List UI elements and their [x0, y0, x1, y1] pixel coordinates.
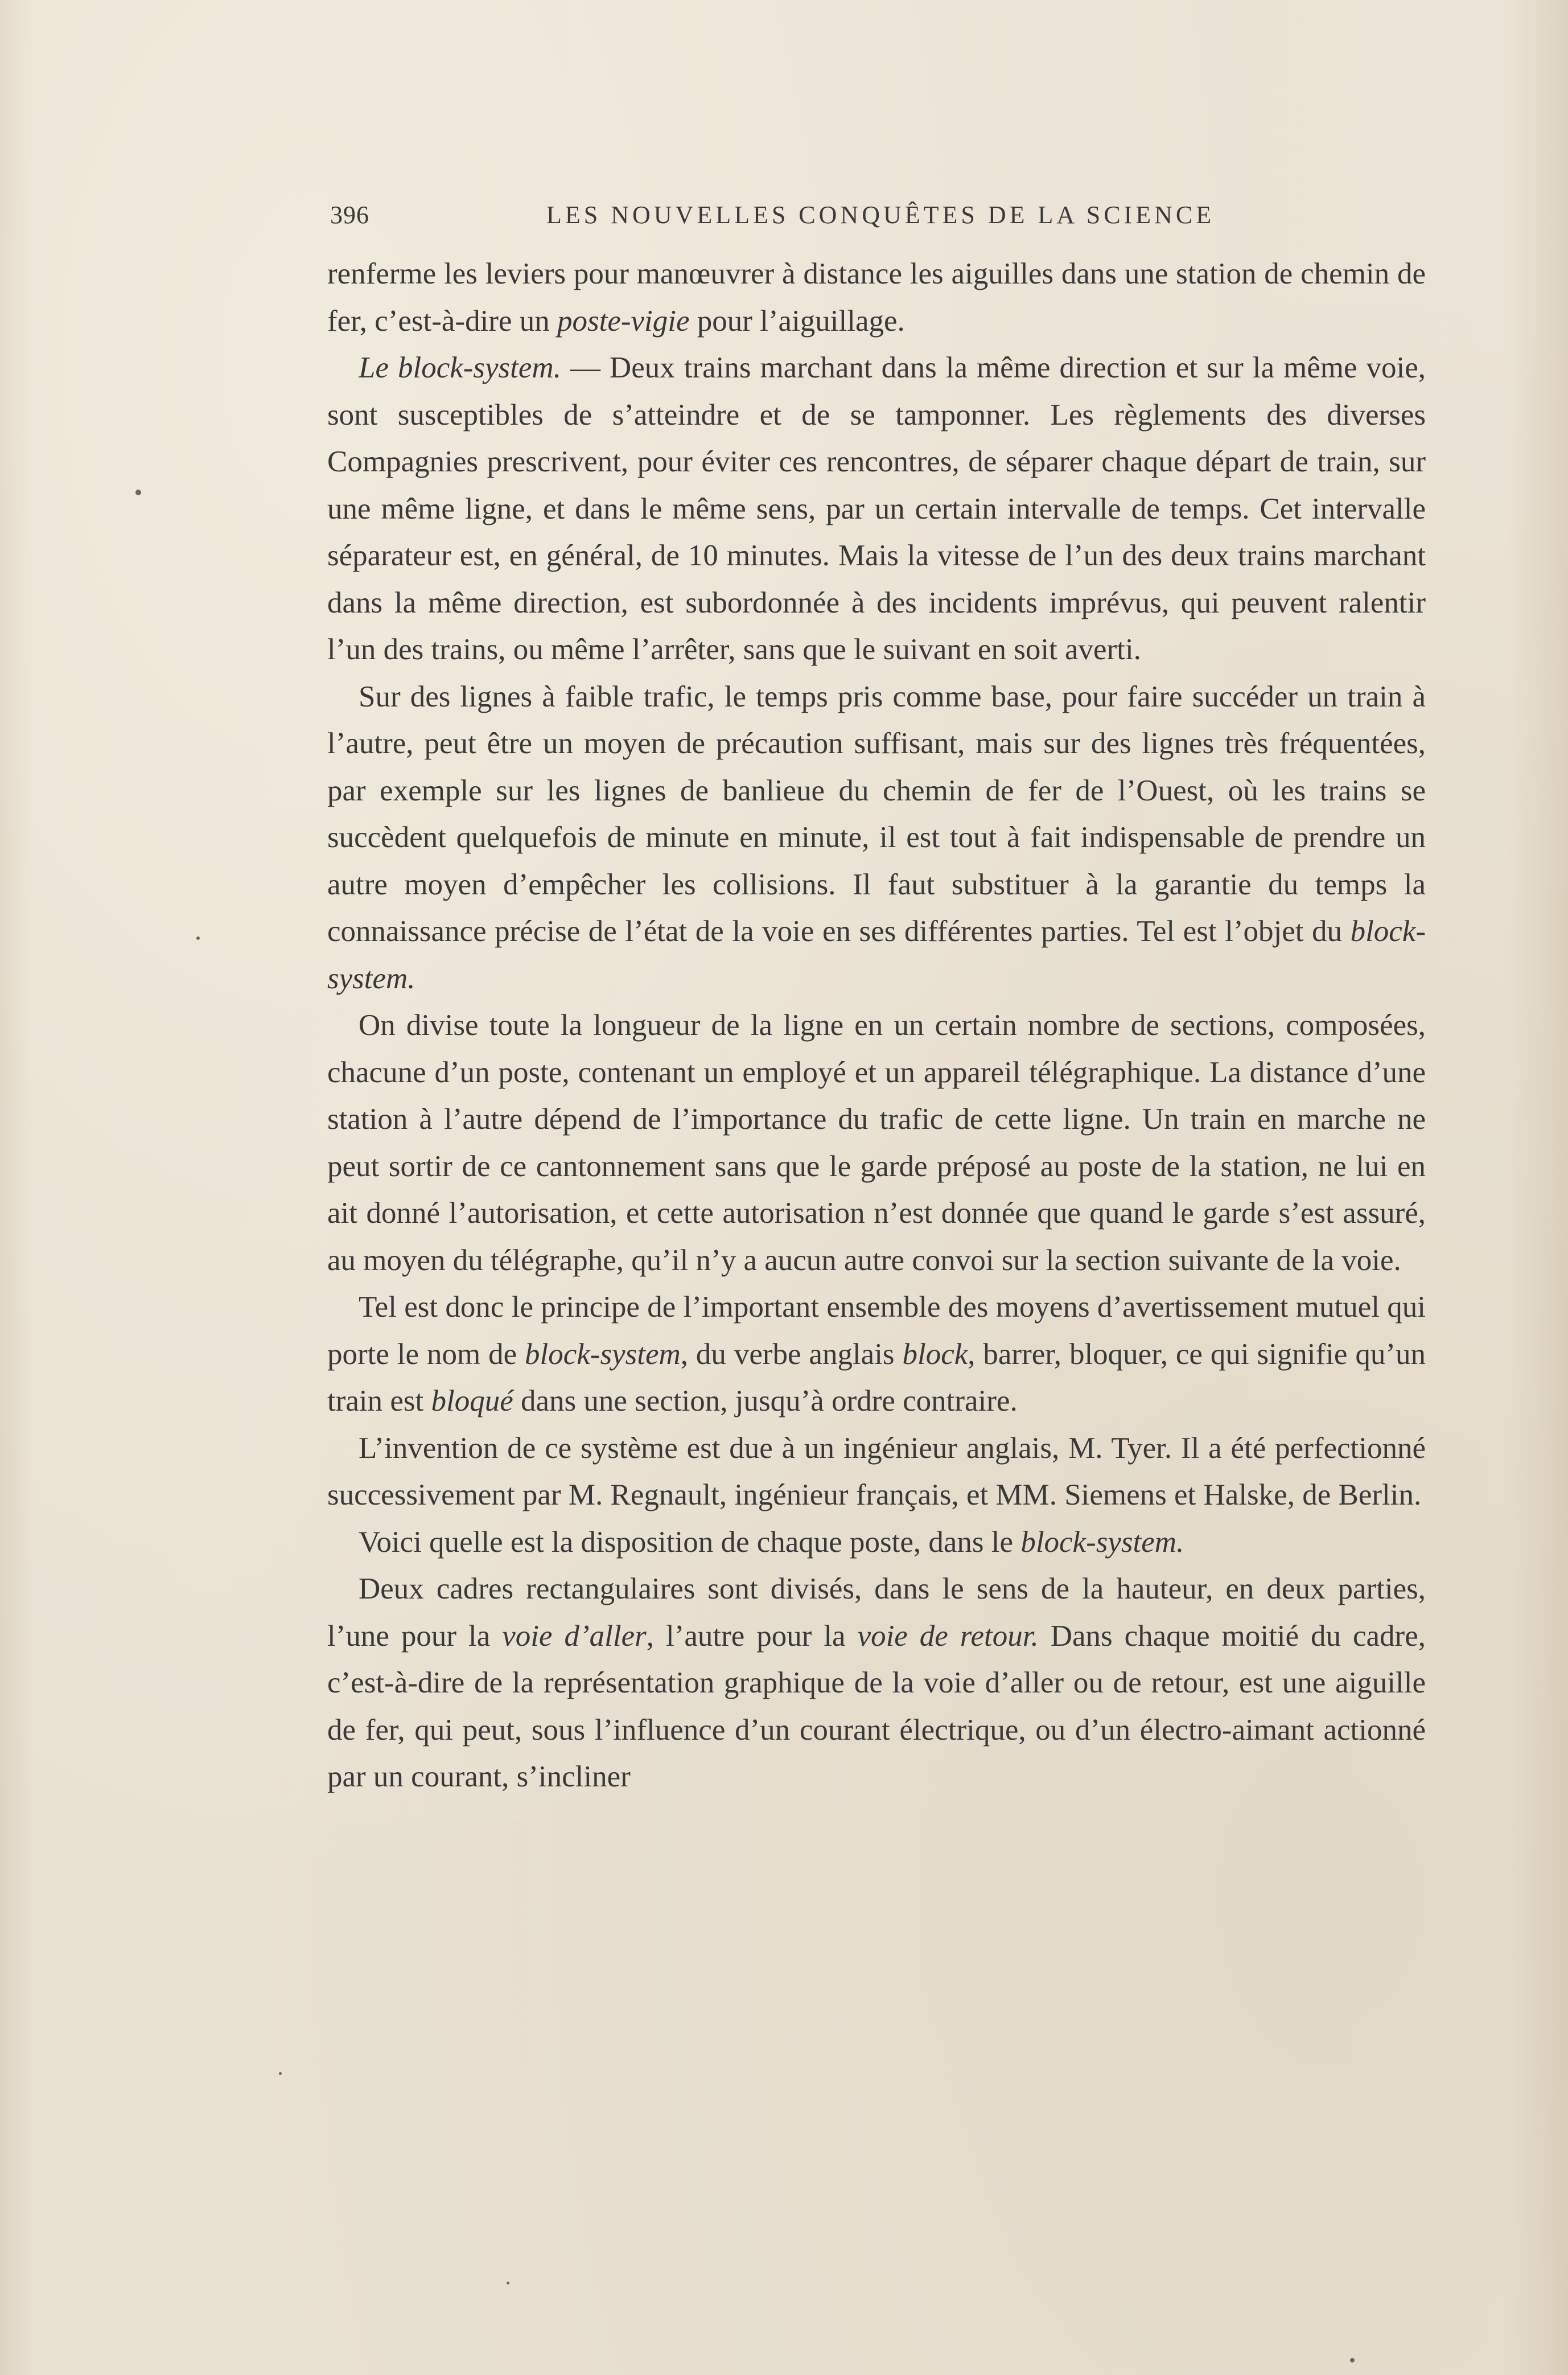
- paragraph-5: [327, 1284, 1426, 1425]
- text-span: , du verbe anglais: [680, 1337, 903, 1371]
- paragraph-7: [327, 1519, 1426, 1566]
- text-span: , barrer, bloquer, ce qui signifie qu’un train est: [327, 1337, 1426, 1417]
- text-span: Sur des lignes à faible trafic, le temps pris comme base, pour faire succéder un train à l’autre, peut être un moyen de précaution suffisant, mais sur des lignes très fréquentées, par exemple sur les lignes de banlieue du chemin de fer de l’Ouest, où les trains se succèdent quelquefois de minute en minute, il est tout à fait indispensable de prendre un autre moyen d’empêcher les collisions. Il faut substituer à la garantie du temps la connaissance précise de l’état de la voie en ses différentes parties. Tel est l’objet du: [327, 680, 1426, 948]
- text-span: pour l’aiguillage.: [689, 304, 905, 338]
- paragraph-4: [327, 1002, 1426, 1284]
- body-text: [327, 250, 1426, 1801]
- text-span: Tel est donc le principe de l’important ensemble des moyens d’avertissement mutuel qui porte le nom de: [327, 1291, 1426, 1371]
- text-span: Voici quelle est la disposition de chaque poste, dans le: [359, 1525, 1021, 1559]
- italic-term: block-system: [525, 1337, 681, 1371]
- paragraph-1: [327, 250, 1426, 344]
- paragraph-8: [327, 1565, 1426, 1801]
- italic-term: voie de retour.: [857, 1619, 1039, 1653]
- running-head: [330, 200, 1423, 235]
- paper-speck: [196, 936, 200, 940]
- running-title: LES NOUVELLES CONQUÊTES DE LA SCIENCE: [546, 201, 1215, 229]
- text-span: Deux cadres rectangulaires sont divisés, dans le sens de la hauteur, en deux parties, l’une pour la: [327, 1572, 1426, 1653]
- paper-speck: [279, 2072, 282, 2075]
- paper-speck: [1350, 2358, 1355, 2362]
- page-number: 396: [330, 201, 369, 229]
- text-span: L’invention de ce système est due à un ingénieur anglais, M. Tyer. Il a été perfectionné successivement par M. Regnault, ingénieur français, et MM. Siemens et Halske, de Berlin.: [327, 1431, 1426, 1511]
- italic-term: poste-vigie: [557, 304, 690, 338]
- paper-speck: [507, 2282, 509, 2284]
- italic-term: bloqué: [431, 1384, 513, 1417]
- text-span: , l’autre pour la: [646, 1619, 858, 1653]
- paragraph-3: [327, 673, 1426, 1002]
- section-heading: Le block-system.: [359, 351, 561, 384]
- italic-term: block-system.: [327, 915, 1426, 995]
- text-span: renferme les leviers pour manœuvrer à distance les aiguilles dans une station de chemin de fer, c’est-à-dire un: [327, 257, 1426, 338]
- paragraph-6: [327, 1425, 1426, 1519]
- italic-term: block: [902, 1337, 968, 1371]
- text-span: Dans chaque moitié du cadre, c’est-à-dire de la représentation graphique de la voie d’aller ou de retour, est une aiguille de fer, qui peut, sous l’influence d’un courant électrique, ou d’un électro-aimant actionné par un courant, s’incliner: [327, 1619, 1426, 1793]
- paragraph-2: [327, 344, 1426, 673]
- italic-term: voie d’aller: [502, 1619, 647, 1653]
- italic-term: block-system.: [1020, 1525, 1184, 1559]
- text-span: dans une section, jusqu’à ordre contraire.: [513, 1384, 1018, 1417]
- text-span: — Deux trains marchant dans la même direction et sur la même voie, sont susceptibles de s’atteindre et de se tamponner. Les règlements des diverses Compagnies prescrivent, pour éviter ces rencontres, de séparer chaque départ de train, sur une même ligne, et dans le même sens, par un certain intervalle de temps. Cet intervalle séparateur est, en général, de 10 minutes. Mais la vitesse de l’un des deux trains marchant dans la même direction, est subordonnée à des incidents imprévus, qui peuvent ralentir l’un des trains, ou même l’arrêter, sans que le suivant en soit averti.: [327, 351, 1426, 666]
- text-span: On divise toute la longueur de la ligne en un certain nombre de sections, composées, chacune d’un poste, contenant un employé et un appareil télégraphique. La distance d’une station à l’autre dépend de l’importance du trafic de cette ligne. Un train en marche ne peut sortir de ce cantonnement sans que le garde préposé au poste de la station, ne lui en ait donné l’autorisation, et cette autorisation n’est donnée que quand le garde s’est assuré, au moyen du télégraphe, qu’il n’y a aucun autre convoi sur la section suivante de la voie.: [327, 1009, 1426, 1277]
- paper-speck: [135, 490, 141, 495]
